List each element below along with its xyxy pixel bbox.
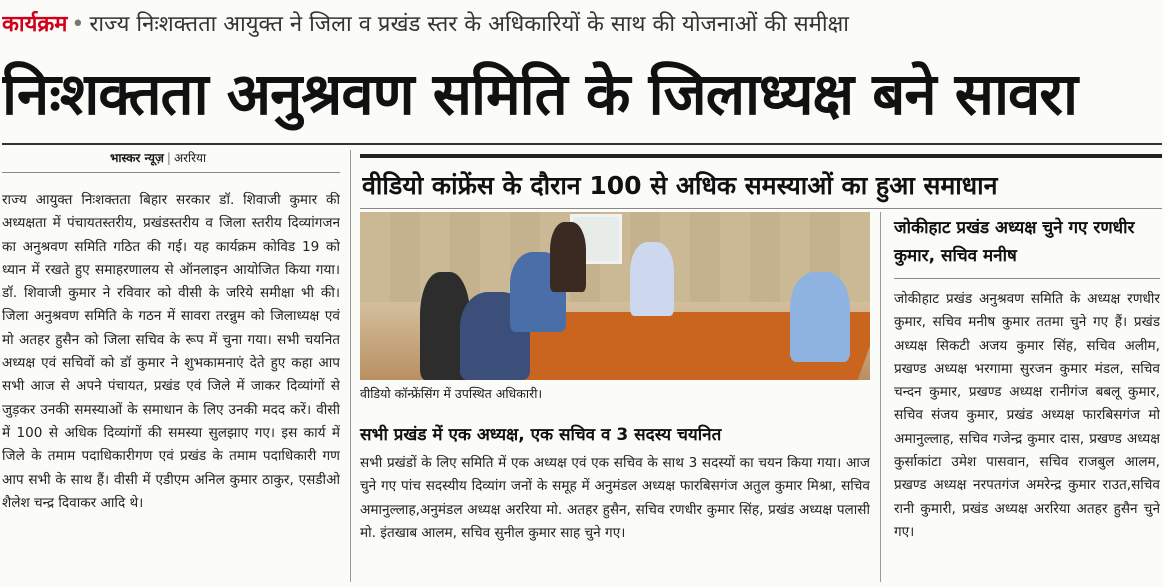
secondary-banner: वीडियो कांफ्रेंस के दौरान 100 से अधिक समस्याओं का हुआ समाधान <box>362 171 998 200</box>
byline-source: भास्कर न्यूज़ <box>110 151 164 165</box>
byline <box>110 148 350 168</box>
banner-top-rule <box>360 154 1162 158</box>
column-divider-mid <box>880 212 881 582</box>
kicker-text: राज्य निःशक्तता आयुक्त ने जिला व प्रखंड स्तर के अधिकारियों के साथ की योजनाओं की समीक्षा <box>89 12 850 37</box>
mid-subheading: सभी प्रखंड में एक अध्यक्ष, एक सचिव व 3 सदस्य चयनित <box>360 425 722 445</box>
photo-person <box>630 242 674 316</box>
kicker-tag: कार्यक्रम <box>2 12 68 37</box>
photo-person <box>550 222 586 292</box>
headline-divider <box>2 143 1162 145</box>
left-column-body: राज्य आयुक्त निःशक्तता बिहार सरकार डॉ. शिवाजी कुमार की अध्यक्षता में पंचायतस्तरीय, प्रखंडस्तरीय व जिला स्तरीय दिव्यांगजन का अनुश्रवण समिति गठित की गई। यह कार्यक्रम कोविड 19 को ध्यान में रखते हुए समाहरणालय से ऑनलाइन आयोजित किया गया। डॉ. शिवाजी कुमार ने रविवार को वीसी के जरिये समीक्षा भी की। जिला अनुश्रवण समिति के गठन में सावरा तरन्नुम को जिलाध्यक्ष एवं मो अतहर हुसैन को जिला सचिव के रूप में चुना गया। सभी चयनित अध्यक्ष एवं सचिवों को डॉ कुमार ने शुभकामनाएं देते हुए कहा आप सभी आज से अपने पंचायत, प्रखंड एवं जिले में जाकर दिव्यांगों से जुड़कर उनकी समस्याओं के समाधान के लिए उनकी मदद करें। वीसी में 100 से अधिक दिव्यांगों की समस्या सुलझाए गए। इस कार्य में जिले के तमाम पदाधिकारीगण एवं प्रखंड के तमाम पदाधिकारी गण आप सभी के साथ हैं। वीसी में एडीएम अनिल कुमार ठाकुर, एसडीओ शैलेश चन्द्र दिवाकर आदि थे। <box>2 192 340 511</box>
banner-bottom-rule <box>360 208 1162 209</box>
right-head-underline <box>894 278 1160 279</box>
news-photo <box>360 212 870 380</box>
byline-place: अररिया <box>173 151 207 165</box>
bullet-icon: • <box>71 12 85 37</box>
byline-separator: | <box>166 151 171 165</box>
column-divider-left <box>350 150 351 582</box>
right-subheading: जोकीहाट प्रखंड अध्यक्ष चुने गए रणधीर कुमार, सचिव मनीष <box>894 218 1135 266</box>
byline-underline <box>2 172 340 173</box>
mid-column-body: सभी प्रखंडों के लिए समिति में एक अध्यक्ष एवं एक सचिव के साथ 3 सदस्यों का चयन किया गया। आज चुने गए पांच सदस्यीय दिव्यांग जनों के समूह में अनुमंडल अध्यक्ष फारबिसगंज अतुल कुमार मिश्रा, सचिव अमानुल्लाह,अनुमंडल अध्यक्ष अररिया मो. अतहर हुसैन, सचिव रणधीर कुमार सिंह, प्रखंड अध्यक्ष पलासी मो. इंतखाब आलम, सचिव सुनील कुमार साह चुने गए। <box>360 455 870 541</box>
photo-caption: वीडियो कॉन्फ्रेंसिंग में उपस्थित अधिकारी। <box>360 386 543 401</box>
photo-person <box>790 272 850 362</box>
main-headline: निःशक्तता अनुश्रवण समिति के जिलाध्यक्ष बने सावरा <box>2 60 1078 128</box>
right-column-body: जोकीहाट प्रखंड अनुश्रवण समिति के अध्यक्ष रणधीर कुमार, सचिव मनीष कुमार ततमा चुने गए हैं। प्रखंड अध्यक्ष सिकटी अजय कुमार सिंह, सचिव अलीम, प्रखण्ड अध्यक्ष भरगामा सुरजन कुमार मंडल, सचिव चन्दन कुमार, प्रखण्ड अध्यक्ष रानीगंज बबलू कुमार, सचिव संजय कुमार, प्रखंड अध्यक्ष फारबिसगंज मो अमानुल्लाह, सचिव गजेन्द्र कुमार दास, प्रखण्ड अध्यक्ष कुर्साकांटा उमेश पासवान, सचिव राजबुल आलम, प्रखण्ड अध्यक्ष नरपतगंज अमरेन्द्र कुमार राउत,सचिव रानी कुमारी, प्रखंड अध्यक्ष अररिया अतहर हुसैन चुने गए। <box>894 291 1160 540</box>
kicker-line <box>2 4 1162 46</box>
